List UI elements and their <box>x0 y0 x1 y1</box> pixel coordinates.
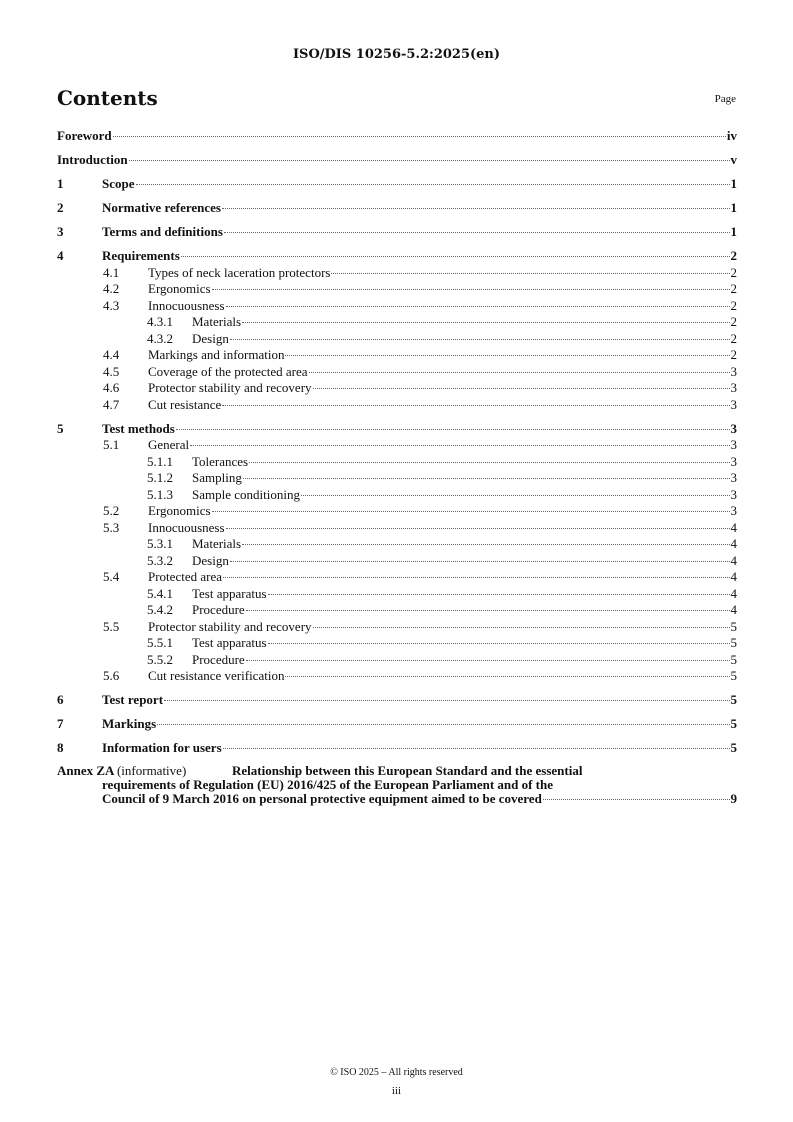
toc-entry-number: 5.3.2 <box>147 552 173 568</box>
toc-entry[interactable] <box>57 470 737 487</box>
toc-entry-number: 4.6 <box>103 380 120 395</box>
toc-entry-title: Design <box>192 552 229 568</box>
toc-entry[interactable] <box>57 331 737 348</box>
toc-entry-page: 4 <box>730 552 737 568</box>
toc-entry-title: Procedure <box>192 602 245 617</box>
table-of-contents <box>57 128 737 806</box>
annex-title-line-2: requirements of Regulation (EU) 2016/425 of the European Parliament and of the <box>102 776 554 792</box>
toc-entry-title: Cut resistance <box>148 396 222 412</box>
toc-entry[interactable] <box>57 364 737 381</box>
toc-entry-number: 5.3 <box>103 519 120 535</box>
dot-leader <box>243 478 730 479</box>
toc-entry-title: Scope <box>102 176 135 191</box>
toc-entry-title: Requirements <box>102 248 180 263</box>
dot-leader <box>313 388 730 389</box>
toc-entries <box>57 128 737 757</box>
copyright-notice: © ISO 2025 – All rights reserved <box>330 1067 463 1078</box>
dot-leader <box>246 610 730 611</box>
toc-entry-page: 5 <box>730 635 737 650</box>
toc-entry-page: 3 <box>730 503 737 518</box>
toc-entry-page: 1 <box>730 200 737 215</box>
toc-entry-page: 3 <box>730 453 737 469</box>
toc-entry-annex-za[interactable] <box>57 764 737 806</box>
toc-entry[interactable] <box>57 347 737 364</box>
toc-entry-page: 2 <box>730 347 737 362</box>
dot-leader <box>226 528 730 529</box>
toc-entry-number: 5.5.1 <box>147 635 173 650</box>
toc-entry-number: 5.5.2 <box>147 651 173 667</box>
toc-entry-page: 2 <box>730 248 737 263</box>
dot-leader <box>223 577 730 578</box>
toc-entry-page: 2 <box>730 281 737 296</box>
toc-entry[interactable] <box>57 200 737 217</box>
dot-leader <box>285 355 729 356</box>
toc-entry-number: 5.1.3 <box>147 486 173 502</box>
page-number: iii <box>391 1085 402 1097</box>
toc-entry-page: 3 <box>730 396 737 412</box>
annex-page-number: 9 <box>730 790 737 806</box>
dot-leader <box>222 405 729 406</box>
toc-entry-page: v <box>730 152 737 167</box>
toc-entry-page: iv <box>726 128 737 143</box>
toc-entry-page: 3 <box>730 380 737 395</box>
dot-leader <box>285 676 729 677</box>
toc-entry-number: 7 <box>57 716 64 731</box>
toc-entry-number: 5.3.1 <box>147 536 173 551</box>
dot-leader <box>212 289 730 290</box>
toc-entry-number: 4.5 <box>103 363 120 379</box>
toc-entry-title: General <box>148 437 190 452</box>
toc-entry-number: 5.6 <box>103 668 120 683</box>
toc-entry-number: 5.1 <box>103 437 120 452</box>
toc-entry-title: Test apparatus <box>192 635 267 650</box>
toc-entry-page: 4 <box>730 585 737 601</box>
toc-entry-page: 1 <box>730 224 737 239</box>
contents-title: Contents <box>57 86 158 110</box>
toc-entry-title: Introduction <box>57 152 128 167</box>
toc-entry-title: Materials <box>192 536 242 551</box>
dot-leader <box>249 462 729 463</box>
toc-entry-title: Sample conditioning <box>192 486 300 502</box>
dot-leader <box>301 495 730 496</box>
toc-entry[interactable] <box>57 437 737 454</box>
dot-leader <box>222 208 730 209</box>
dot-leader <box>181 256 730 257</box>
toc-entry-page: 3 <box>730 420 737 436</box>
toc-entry-number: 5.4 <box>103 569 120 584</box>
toc-entry[interactable] <box>57 586 737 603</box>
toc-entry-page: 3 <box>730 363 737 379</box>
toc-entry-number: 5.4.2 <box>147 602 173 617</box>
dot-leader <box>212 511 730 512</box>
dot-leader <box>230 561 730 562</box>
toc-entry-title: Coverage of the protected area <box>148 363 308 379</box>
dot-leader <box>268 594 730 595</box>
toc-entry[interactable] <box>57 176 737 193</box>
dot-leader <box>113 136 726 137</box>
toc-entry-number: 4 <box>57 248 64 263</box>
toc-entry-number: 5.4.1 <box>147 585 173 601</box>
toc-entry-page: 5 <box>730 740 737 755</box>
toc-entry-page: 5 <box>730 692 737 707</box>
toc-entry-number: 4.7 <box>103 396 120 412</box>
toc-entry[interactable] <box>57 224 737 241</box>
toc-entry-number: 5 <box>57 420 64 436</box>
toc-entry[interactable] <box>57 421 737 438</box>
dot-leader <box>223 748 730 749</box>
toc-entry-page: 3 <box>730 486 737 502</box>
toc-entry-page: 5 <box>730 668 737 683</box>
toc-entry-number: 6 <box>57 692 64 707</box>
document-id-header: ISO/DIS 10256-5.2:2025(en) <box>292 47 501 62</box>
toc-entry-title: Protector stability and recovery <box>148 618 312 634</box>
toc-entry-page: 4 <box>730 519 737 535</box>
dot-leader <box>164 700 729 701</box>
toc-entry-title: Ergonomics <box>148 281 211 296</box>
toc-entry-number: 3 <box>57 224 64 239</box>
toc-entry[interactable] <box>57 536 737 553</box>
dot-leader <box>246 660 730 661</box>
toc-entry[interactable] <box>57 520 737 537</box>
dot-leader <box>242 322 729 323</box>
toc-entry[interactable] <box>57 128 737 145</box>
dot-leader <box>543 799 730 800</box>
toc-entry[interactable] <box>57 281 737 298</box>
dot-leader <box>309 372 730 373</box>
toc-entry-page: 5 <box>730 618 737 634</box>
toc-entry[interactable] <box>57 397 737 414</box>
toc-entry[interactable] <box>57 652 737 669</box>
annex-qualifier: (informative) <box>116 762 187 778</box>
toc-entry-number: 4.3.2 <box>147 330 173 346</box>
dot-leader <box>136 184 730 185</box>
annex-title-line-1: Relationship between this European Standard and the essential <box>232 762 583 778</box>
toc-entry-title: Terms and definitions <box>102 224 223 239</box>
toc-entry[interactable] <box>57 635 737 652</box>
toc-entry-title: Protector stability and recovery <box>148 380 312 395</box>
toc-entry[interactable] <box>57 487 737 504</box>
toc-entry[interactable] <box>57 716 737 733</box>
toc-entry-page: 4 <box>730 569 737 584</box>
toc-entry-title: Information for users <box>102 740 222 755</box>
toc-entry-title: Normative references <box>102 200 221 215</box>
toc-entry-number: 4.3.1 <box>147 314 173 329</box>
toc-entry-page: 5 <box>730 651 737 667</box>
toc-entry-title: Tolerances <box>192 453 249 469</box>
toc-entry-number: 4.2 <box>103 281 120 296</box>
toc-entry[interactable] <box>57 569 737 586</box>
annex-label-text: Annex ZA <box>57 762 114 778</box>
toc-entry-page: 2 <box>730 314 737 329</box>
toc-entry-title: Markings <box>102 716 157 731</box>
toc-entry[interactable] <box>57 314 737 331</box>
toc-entry[interactable] <box>57 740 737 757</box>
toc-entry[interactable] <box>57 298 737 315</box>
toc-entry-number: 4.1 <box>103 264 120 280</box>
dot-leader <box>176 429 730 430</box>
toc-entry-page: 2 <box>730 330 737 346</box>
toc-entry-page: 5 <box>730 716 737 731</box>
toc-entry[interactable] <box>57 265 737 282</box>
toc-entry[interactable] <box>57 692 737 709</box>
toc-entry-title: Cut resistance verification <box>148 668 285 683</box>
toc-entry-page: 2 <box>730 264 737 280</box>
toc-entry-page: 3 <box>730 437 737 452</box>
toc-entry-title: Materials <box>192 314 242 329</box>
toc-entry[interactable] <box>57 619 737 636</box>
toc-entry-title: Procedure <box>192 651 245 667</box>
toc-entry-title: Innocuousness <box>148 519 225 535</box>
toc-entry-number: 5.5 <box>103 618 120 634</box>
toc-entry[interactable] <box>57 668 737 685</box>
dot-leader <box>268 643 730 644</box>
toc-entry-page: 1 <box>730 176 737 191</box>
toc-entry-number: 5.1.2 <box>147 470 173 485</box>
toc-entry-title: Protected area <box>148 569 222 584</box>
toc-entry-page: 3 <box>730 470 737 485</box>
dot-leader <box>190 445 729 446</box>
dot-leader <box>157 724 729 725</box>
dot-leader <box>230 339 730 340</box>
dot-leader <box>224 232 730 233</box>
toc-entry[interactable] <box>57 454 737 471</box>
toc-entry-page: 2 <box>730 297 737 313</box>
toc-entry-title: Foreword <box>57 128 112 143</box>
toc-entry-number: 8 <box>57 740 64 755</box>
toc-entry-number: 2 <box>57 200 64 215</box>
toc-entry-title: Sampling <box>192 470 242 485</box>
toc-entry[interactable] <box>57 602 737 619</box>
annex-title-line-3-text: Council of 9 March 2016 on personal protective equipment aimed to be covered <box>102 790 542 806</box>
annex-title-line-3 <box>102 792 737 806</box>
toc-entry-title: Test methods <box>102 420 175 436</box>
toc-entry-title: Ergonomics <box>148 503 211 518</box>
toc-entry-page: 4 <box>730 602 737 617</box>
toc-entry-title: Test report <box>102 692 164 707</box>
page-column-label: Page <box>714 93 736 105</box>
toc-entry-number: 5.1.1 <box>147 453 173 469</box>
annex-title <box>57 764 737 806</box>
dot-leader <box>242 544 729 545</box>
toc-entry[interactable] <box>57 503 737 520</box>
dot-leader <box>331 273 729 274</box>
toc-entry-number: 1 <box>57 176 64 191</box>
toc-entry-number: 5.2 <box>103 503 120 518</box>
toc-entry-page: 4 <box>730 536 737 551</box>
toc-entry[interactable] <box>57 152 737 169</box>
toc-entry-title: Design <box>192 330 229 346</box>
dot-leader <box>226 306 730 307</box>
toc-entry-title: Markings and information <box>148 347 285 362</box>
toc-entry-number: 4.4 <box>103 347 120 362</box>
toc-entry-title: Types of neck laceration protectors <box>148 264 331 280</box>
toc-entry[interactable] <box>57 553 737 570</box>
toc-entry-title: Test apparatus <box>192 585 267 601</box>
toc-entry-title: Innocuousness <box>148 297 225 313</box>
toc-entry[interactable] <box>57 380 737 397</box>
dot-leader <box>129 160 730 161</box>
dot-leader <box>313 627 730 628</box>
toc-entry[interactable] <box>57 248 737 265</box>
toc-entry-number: 4.3 <box>103 297 120 313</box>
